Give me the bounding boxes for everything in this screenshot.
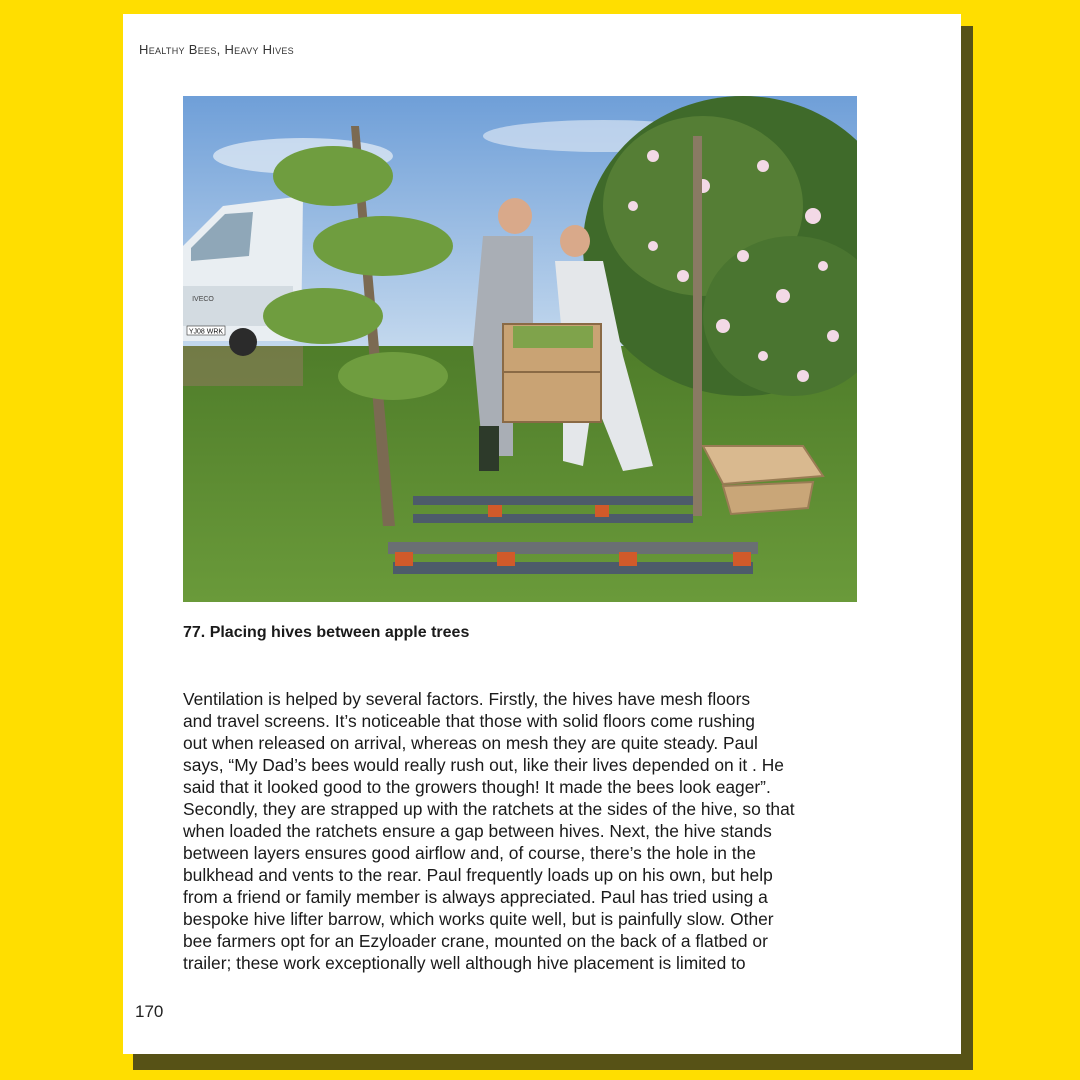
figure-photo bbox=[183, 96, 857, 602]
running-head: Healthy Bees, Heavy Hives bbox=[139, 42, 294, 57]
body-line: Ventilation is helped by several factors. Firstly, the hives have mesh floors bbox=[183, 689, 751, 709]
body-line: and travel screens. It’s noticeable that those with solid floors come rushing bbox=[183, 711, 755, 731]
body-line: trailer; these work exceptionally well although hive placement is limited to bbox=[183, 953, 746, 973]
figure-caption: 77. Placing hives between apple trees bbox=[183, 624, 470, 641]
body-line: out when released on arrival, whereas on mesh they are quite steady. Paul bbox=[183, 733, 758, 753]
body-line: from a friend or family member is always appreciated. Paul has tried using a bbox=[183, 887, 768, 907]
body-line: says, “My Dad’s bees would really rush out, like their lives depended on it . He bbox=[183, 755, 784, 775]
body-line: bee farmers opt for an Ezyloader crane, mounted on the back of a flatbed or bbox=[183, 931, 768, 951]
van-badge: IVECO bbox=[192, 296, 214, 303]
body-line: Secondly, they are strapped up with the ratchets at the sides of the hive, so that bbox=[183, 799, 795, 819]
body-line: between layers ensures good airflow and, of course, there’s the hole in the bbox=[183, 843, 756, 863]
body-line: said that it looked good to the growers though! It made the bees look eager”. bbox=[183, 777, 771, 797]
page-number: 170 bbox=[135, 1002, 164, 1021]
van-plate: YJ08 WRK bbox=[188, 328, 224, 336]
body-line: bespoke hive lifter barrow, which works quite well, but is painfully slow. Other bbox=[183, 909, 774, 929]
body-paragraph bbox=[183, 688, 863, 974]
body-line: when loaded the ratchets ensure a gap between hives. Next, the hive stands bbox=[183, 821, 772, 841]
body-line: bulkhead and vents to the rear. Paul frequently loads up on his own, but help bbox=[183, 865, 773, 885]
orchard-photo-illustration bbox=[183, 96, 857, 602]
book-page bbox=[123, 14, 961, 1054]
